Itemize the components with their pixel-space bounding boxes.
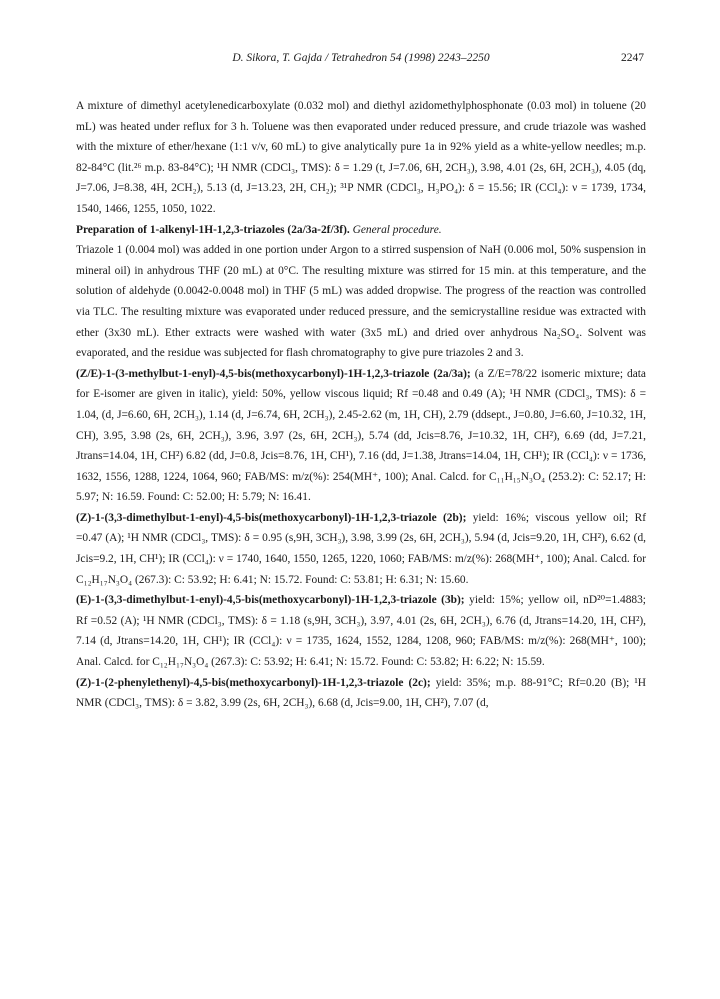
- body-text: [76, 96, 646, 714]
- paragraph-synthesis-1a: A mixture of dimethyl acetylenedicarboxylate (0.032 mol) and diethyl azidomethylphosphonate (0.03 mol) in toluene (20 mL) was heated under reflux for 3 h. Toluene was then evaporated under reduced pressure, and crude triazole was washed with the mixture of ether/hexane (1:1 v/v, 60 mL) to give analytically pure 1a in 92% yield as a white-yellow needles; m.p. 82-84°C (lit.²⁶ m.p. 83-84°C); ¹H NMR (CDCl₃, TMS): δ = 1.29 (t, J=7.06, 6H, 2CH₃), 3.98, 4.01 (2s, 6H, 2CH₃), 4.05 (dq, J=7.06, J=8.38, 4H, 2CH₂), 5.13 (d, J=13.23, 2H, CH₂); ³¹P NMR (CDCl₃, H₃PO₄): δ = 15.56; IR (CCl₄): ν = 1739, 1734, 1540, 1466, 1255, 1050, 1022.: [76, 100, 646, 215]
- compound-name-2a3a: (Z/E)-1-(3-methylbut-1-enyl)-4,5-bis(methoxycarbonyl)-1H-1,2,3-triazole (2a/3a);: [76, 367, 471, 380]
- compound-name-2b: (Z)-1-(3,3-dimethylbut-1-enyl)-4,5-bis(methoxycarbonyl)-1H-1,2,3-triazole (2b);: [76, 511, 467, 524]
- paragraph-compound-2c: [76, 673, 646, 714]
- compound-data-2c: yield: 35%; m.p. 88-91°C; Rf=0.20 (B); ¹H NMR (CDCl₃, TMS): δ = 3.82, 3.99 (2s, 6H, 2CH₃), 6.68 (d, Jcis=9.00, 1H, CH²), 7.07 (d,: [76, 676, 647, 710]
- section-heading-paragraph: [76, 220, 646, 241]
- paragraph-general-procedure: Triazole 1 (0.004 mol) was added in one portion under Argon to a stirred suspension of NaH (0.006 mol, 50% suspension in mineral oil) in anhydrous THF (20 mL) at 0°C. The resulting mixture was stirred for 15 min. at this temperature, and the solution of aldehyde (0.0042-0.0048 mol) in THF (5 mL) was added dropwise. The progress of the reaction was controlled via TLC. The resulting mixture was evaporated under reduced pressure, and the semicrystalline residue was extracted with ether (3x30 mL). Ether extracts were washed with water (3x5 mL) and dried over anhydrous Na₂SO₄. Solvent was evaporated, and the residue was subjected for flash chromatography to give pure triazoles 2 and 3.: [76, 244, 646, 360]
- compound-name-3b: (E)-1-(3,3-dimethylbut-1-enyl)-4,5-bis(methoxycarbonyl)-1H-1,2,3-triazole (3b);: [76, 594, 465, 607]
- paragraph-compound-2b: [76, 508, 646, 590]
- page-number: 2247: [621, 52, 644, 64]
- running-head: D. Sikora, T. Gajda / Tetrahedron 54 (1998) 2243–2250: [232, 52, 490, 64]
- compound-data-3b: yield: 15%; yellow oil, nD²⁰=1.4883; Rf =0.52 (A); ¹H NMR (CDCl₃, TMS): δ = 1.18 (s,9H, 3CH₃), 3.97, 4.01 (2s, 6H, 2CH₃), 6.76 (d, Jtrans=14.20, 1H, CH²), 7.14 (d, Jtrans=14.20, 1H, CH¹); IR (CCl₄): ν = 1735, 1624, 1552, 1284, 1208, 960; FAB/MS: m/z(%): 268(MH⁺, 100); Anal. Calcd. for C₁₂H₁₇N₃O₄ (267.3): C: 53.92; H: 6.41; N: 15.72. Found: C: 53.82; H: 6.22; N: 15.59.: [76, 594, 646, 669]
- compound-name-2c: (Z)-1-(2-phenylethenyl)-4,5-bis(methoxycarbonyl)-1H-1,2,3-triazole (2c);: [76, 676, 431, 689]
- section-heading: Preparation of 1-alkenyl-1H-1,2,3-triazoles (2a/3a-2f/3f).: [76, 223, 350, 236]
- paragraph-compound-3b: [76, 590, 646, 672]
- general-procedure-label: General procedure.: [352, 223, 442, 236]
- paragraph-compound-2a3a: [76, 364, 646, 508]
- compound-data-2b: yield: 16%; viscous yellow oil; Rf =0.47 (A); ¹H NMR (CDCl₃, TMS): δ = 0.95 (s,9H, 3CH₃), 3.98, 3.99 (2s, 6H, 2CH₃), 5.94 (d, Jcis=9.20, 1H, CH²), 6.62 (d, Jcis=9.2, 1H, CH¹); IR (CCl₄): ν = 1740, 1640, 1550, 1265, 1220, 1060; FAB/MS: m/z(%): 268(MH⁺, 100); Anal. Calcd. for C₁₂H₁₇N₃O₄ (267.3): C: 53.92; H: 6.41; N: 15.72. Found: C: 53.81; H: 6.31; N: 15.60.: [76, 511, 646, 586]
- compound-data-2a3a: (a Z/E=78/22 isomeric mixture; data for E-isomer are given in italic), yield: 50%, yellow viscous liquid; Rf =0.48 and 0.49 (A); ¹H NMR (CDCl₃, TMS): δ = 1.04, (d, J=6.60, 6H, 2CH₃), 1.14 (d, J=6.74, 6H, 2CH₃), 2.45-2.62 (m, 1H, CH), 2.79 (ddsept., J=0.80, J=6.60, J=10.32, 1H, CH), 3.95, 3.98 (2s, 6H, 2CH₃), 3.96, 3.97 (2s, 6H, 2CH₃), 5.74 (dd, Jcis=8.76, J=10.32, 1H, CH²), 6.69 (dd, J=7.21, Jtrans=14.04, 1H, CH²) 6.82 (dd, J=0.8, Jcis=8.76, 1H, CH¹), 7.16 (dd, J=1.38, Jtrans=14.04, 1H, CH¹); IR (CCl₄): ν = 1736, 1632, 1556, 1288, 1224, 1064, 960; FAB/MS: m/z(%): 254(MH⁺, 100); Anal. Calcd. for C₁₁H₁₅N₃O₄ (253.2): C: 52.17; H: 5.97; N: 16.59. Found: C: 52.00; H: 5.79; N: 16.41.: [76, 367, 646, 504]
